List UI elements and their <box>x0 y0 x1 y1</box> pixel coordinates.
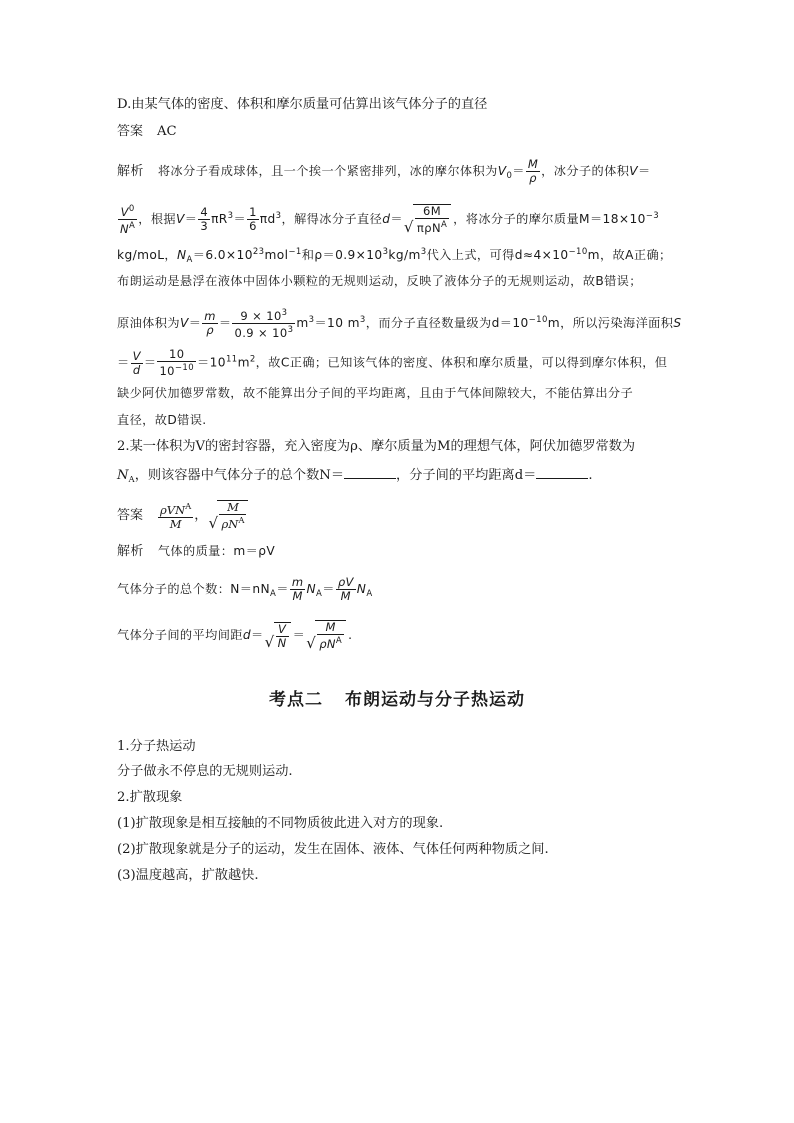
fraction-rho-v-na-over-m: $\frac{\rho VN^A}{M}$ <box>160 501 192 531</box>
analysis-2-line-3: 气体分子间的平均间距d＝ √ $\frac{V}{N}$ ＝ √ $\frac{M}{\rho N^A}$ . <box>117 620 352 651</box>
analysis-line-5: 原油体积为V＝ $\frac{m}{\rho}$ ＝ $\frac{9 \times 10^3}{0.9 \times 10^3}$ $m^3=10$ $m^3$，而分子直径数量级为$d=10^{-10}m$，所以污染海洋面积S <box>117 308 682 340</box>
fraction-m-over-rho: $\frac{M}{\rho}$ <box>527 157 539 185</box>
fraction-v-over-d: $\frac{V}{d}$ <box>132 348 141 377</box>
analysis-2-line-2: 气体分子的总个数：$N=nN_A=$ $\frac{m}{M}$ $N_A=$ $\frac{\rho V}{M}$ $N_A$ <box>117 575 373 603</box>
sqrt-icon: √ $\frac{6M}{\pi\rho N^A}$ <box>405 204 451 235</box>
point-text-1: 分子做永不停息的无规则运动. <box>117 764 293 779</box>
blank-n <box>344 466 396 479</box>
analysis-line-7: 缺少阿伏加德罗常数，故不能算出分子间的平均距离，且由于气体间隙较大，不能估算出分子 <box>117 386 634 400</box>
fraction-v0-over-na: $\frac{V^0}{N^A}$ <box>120 204 136 236</box>
fraction-1-6: $\frac{1}{6}$ <box>249 205 257 233</box>
analysis-line-2: $\frac{V^0}{N^A}$ ，根据V＝ $\frac{4}{3}$ $\pi R^3=$ $\frac{1}{6}$ $\pi d^3$，解得冰分子直径d＝ √ $\frac{6M}{\pi\rho N^A}$ ，将冰分子的摩尔质量$M=18\times 10^{-3}$ <box>117 203 659 236</box>
answer-2: 答案 $\frac{\rho VN^A}{M}$ ， √ $\frac{M}{\rho N^A}$ <box>117 500 250 531</box>
sqrt-icon-3: √ $\frac{V}{N}$ <box>266 622 291 650</box>
analysis-line-1: 解析 将冰分子看成球体，且一个挨一个紧密排列，冰的摩尔体积为$V_0=$ $\frac{M}{\rho}$ ，冰分子的体积V＝ <box>117 157 651 185</box>
point-text-2-1: (1)扩散现象是相互接触的不同物质彼此进入对方的现象. <box>117 816 444 831</box>
analysis-line-3: kg/moL，$N_A=6.0\times 10^{23}mol^{-1}$和$\rho=0.9\times 10^3kg/m^3$代入上式，可得$d\approx 4\times 10^{-10}m$，故A正确； <box>117 247 672 265</box>
sqrt-icon-2: √ $\frac{M}{\rho N^A}$ <box>209 500 248 531</box>
analysis-line-8: 直径，故D错误. <box>117 413 207 427</box>
question-2-line-2: $N_A$，则该容器中气体分子的总个数N＝ ，分子间的平均距离d＝ . <box>117 468 593 485</box>
analysis-line-4: 布朗运动是悬浮在液体中固体小颗粒的无规则运动，反映了液体分子的无规则运动，故B错误； <box>117 274 642 288</box>
section-title: 考点二 布朗运动与分子热运动 <box>269 690 525 710</box>
fraction-m-over-M: $\frac{m}{M}$ <box>291 575 304 603</box>
option-d: D.由某气体的密度、体积和摩尔质量可估算出该气体分子的直径 <box>117 97 488 112</box>
analysis-line-6: ＝ $\frac{V}{d}$ ＝ $\frac{10}{10^{-10}}$ $=10^{11}m^2$，故C正确；已知该气体的密度、体积和摩尔质量，可以得到摩尔体积，但 <box>117 347 668 378</box>
answer-1: 答案 AC <box>117 124 177 139</box>
point-heading-1: 1.分子热运动 <box>117 739 196 754</box>
question-2-line-1: 2.某一体积为V的密封容器，充入密度为ρ、摩尔质量为M的理想气体，阿伏加德罗常数为 <box>117 439 636 454</box>
sqrt-icon-4: √ $\frac{M}{\rho N^A}$ <box>307 620 346 651</box>
fraction-m-over-rho-2: $\frac{m}{\rho}$ <box>204 309 216 337</box>
point-heading-2: 2.扩散现象 <box>117 790 183 805</box>
fraction-volume: $\frac{9 \times 10^3}{0.9 \times 10^3}$ <box>234 308 294 340</box>
point-text-2-2: (2)扩散现象就是分子的运动，发生在固体、液体、气体任何两种物质之间. <box>117 842 549 857</box>
analysis-2-line-1: 解析 气体的质量：m＝ρV <box>117 544 276 559</box>
fraction-4-3: $\frac{4}{3}$ <box>200 205 209 233</box>
fraction-rhoV-over-M: $\frac{\rho V}{M}$ <box>337 575 354 603</box>
point-text-2-3: (3)温度越高，扩散越快. <box>117 868 259 883</box>
blank-d <box>536 466 588 479</box>
fraction-10-over-10neg10: $\frac{10}{10^{-10}}$ <box>159 347 195 378</box>
